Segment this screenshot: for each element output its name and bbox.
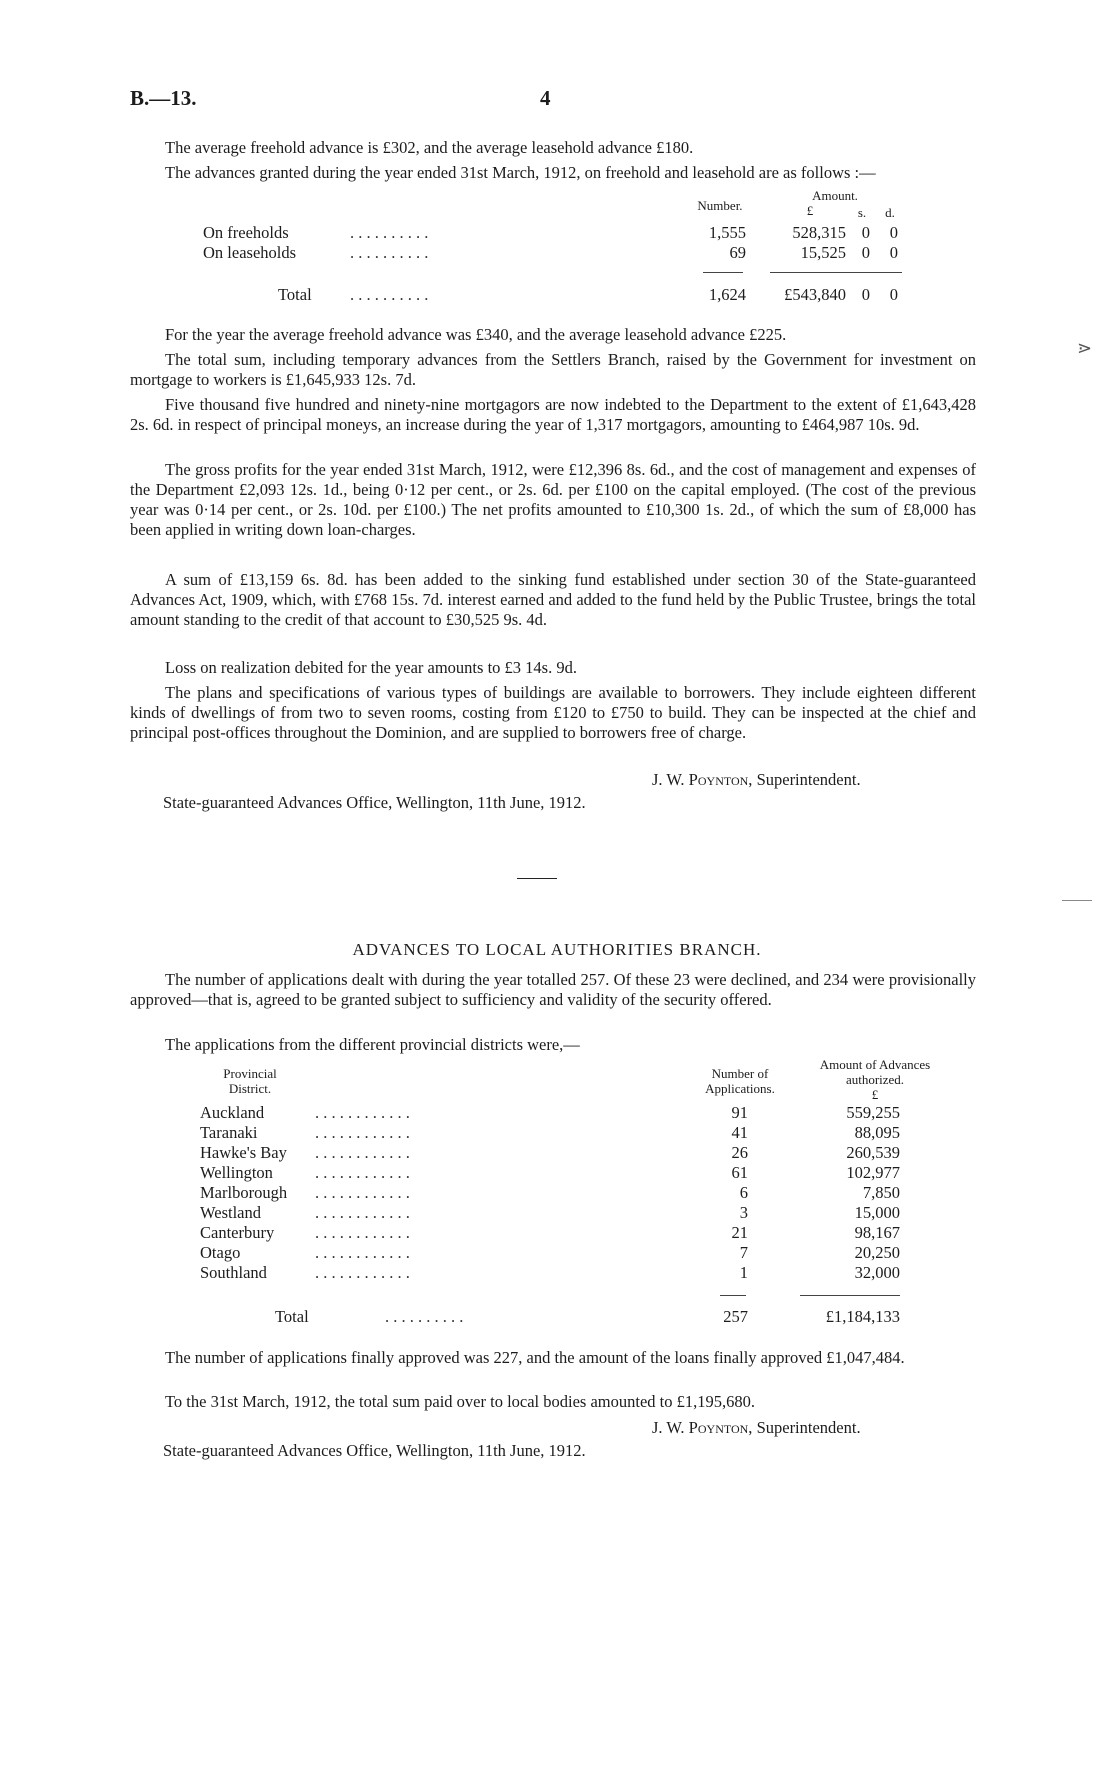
table-row <box>0 1223 1114 1243</box>
column-header-amount-line1: Amount of Advances <box>819 1057 931 1072</box>
column-header-amount: Amount. <box>812 188 858 203</box>
district-name: Southland <box>200 1263 267 1282</box>
total-label: Total <box>278 285 312 304</box>
table-row <box>0 223 1114 243</box>
paragraph-advances-granted: The advances granted during the year ended 31st March, 1912, on freehold and leasehold are as follows :— <box>165 163 876 182</box>
applications-count: 21 <box>731 1223 748 1242</box>
column-header-amount-authorized <box>795 1057 955 1102</box>
amount-authorized: 102,977 <box>846 1163 900 1182</box>
row-number: 1,555 <box>708 223 746 242</box>
paragraph-loss: Loss on realization debited for the year amounts to £3 14s. 9d. <box>165 658 577 677</box>
column-header-district-line2: District. <box>228 1081 272 1096</box>
subtotal-rule <box>770 272 902 273</box>
column-header-district <box>200 1066 300 1096</box>
district-name: Taranaki <box>200 1123 258 1142</box>
total-amount: £1,184,133 <box>825 1307 900 1326</box>
total-pence: 0 <box>889 285 898 304</box>
district-name: Auckland <box>200 1103 265 1122</box>
report-reference: B.—13. <box>130 86 197 110</box>
amount-authorized: 88,095 <box>854 1123 900 1142</box>
column-header-applications-line2: Applications. <box>705 1081 775 1096</box>
office-date-line: State-guaranteed Advances Office, Wellington, 11th June, 1912. <box>163 793 586 812</box>
row-pence: 0 <box>889 223 898 242</box>
applications-count: 26 <box>731 1143 748 1162</box>
applications-count: 1 <box>739 1263 748 1282</box>
subtotal-rule <box>703 272 743 273</box>
total-pounds: £543,840 <box>784 285 846 304</box>
leader-dots: . . . . . . . . . . <box>350 243 429 262</box>
applications-count: 41 <box>731 1123 748 1142</box>
paragraph-total-sum: The total sum, including temporary advances from the Settlers Branch, raised by the Government for investment on mortgage to workers is £1,645,933 12s. 7d. <box>130 350 976 389</box>
section-divider <box>517 878 557 879</box>
table-row <box>0 1263 1114 1283</box>
table-row <box>0 1143 1114 1163</box>
table-row <box>0 1123 1114 1143</box>
amount-authorized: 7,850 <box>862 1183 900 1202</box>
page-number: 4 <box>540 86 551 110</box>
row-shillings: 0 <box>861 223 870 242</box>
leader-dots: . . . . . . . . . . . . <box>315 1203 410 1222</box>
signature-name: J. W. Poynton, <box>652 770 753 789</box>
paragraph-total-paid: To the 31st March, 1912, the total sum paid over to local bodies amounted to £1,195,680. <box>165 1392 755 1411</box>
paragraph-sinking-fund: A sum of £13,159 6s. 8d. has been added to the sinking fund established under section 30 of the State-guaranteed Advances Act, 1909, which, with £768 15s. 7d. interest earned and added to the fund held by the Public Trustee, brings the total amount standing to the credit of that account to £30,525 9s. 4d. <box>130 570 976 629</box>
leader-dots: . . . . . . . . . . <box>385 1307 464 1326</box>
leader-dots: . . . . . . . . . . . . <box>315 1263 410 1282</box>
column-header-applications-line1: Number of <box>711 1066 769 1081</box>
district-name: Wellington <box>200 1163 273 1182</box>
column-header-number: Number. <box>697 198 743 213</box>
signature-name: J. W. Poynton, <box>652 1418 753 1437</box>
total-applications: 257 <box>723 1307 748 1326</box>
table-row <box>0 1243 1114 1263</box>
leader-dots: . . . . . . . . . . . . <box>315 1143 410 1162</box>
paragraph-finally-approved: The number of applications finally approved was 227, and the amount of the loans finally approved £1,047,484. <box>165 1348 905 1367</box>
row-label: On leaseholds <box>203 243 297 262</box>
amount-authorized: 559,255 <box>846 1103 900 1122</box>
leader-dots: . . . . . . . . . . <box>350 285 429 304</box>
leader-dots: . . . . . . . . . . . . <box>315 1103 410 1122</box>
leader-dots: . . . . . . . . . . . . <box>315 1123 410 1142</box>
paragraph-applications: The number of applications dealt with during the year totalled 257. Of these 23 were declined, and 234 were provisionally approved—that is, agreed to be granted subject to sufficiency and validity of the security offered. <box>130 970 976 1009</box>
row-pence: 0 <box>889 243 898 262</box>
column-header-applications <box>690 1066 790 1096</box>
table-row <box>0 1103 1114 1123</box>
signature-title: Superintendent. <box>756 770 861 789</box>
applications-count: 91 <box>731 1103 748 1122</box>
column-header-pounds: £ <box>806 203 814 218</box>
district-name: Westland <box>200 1203 261 1222</box>
table-total-row <box>0 1307 1114 1327</box>
amount-authorized: 260,539 <box>846 1143 900 1162</box>
paragraph-average-advance: The average freehold advance is £302, and the average leasehold advance £180. <box>165 138 694 157</box>
paragraph-provincial-intro: The applications from the different provincial districts were,— <box>165 1035 580 1054</box>
row-shillings: 0 <box>861 243 870 262</box>
district-name: Otago <box>200 1243 241 1262</box>
district-name: Marlborough <box>200 1183 288 1202</box>
table-row <box>0 1183 1114 1203</box>
column-header-district-line1: Provincial <box>223 1066 277 1081</box>
subtotal-rule <box>720 1295 746 1296</box>
amount-authorized: 20,250 <box>854 1243 900 1262</box>
row-number: 69 <box>729 243 746 262</box>
office-date-line: State-guaranteed Advances Office, Wellington, 11th June, 1912. <box>163 1441 586 1460</box>
subtotal-rule <box>800 1295 900 1296</box>
table-row <box>0 243 1114 263</box>
column-header-amount-unit: £ <box>871 1087 879 1102</box>
row-label: On freeholds <box>203 223 289 242</box>
paragraph-plans: The plans and specifications of various types of buildings are available to borrowers. They include eighteen different kinds of dwellings of from two to seven rooms, costing from £120 to £750 to build. They can be inspected at the chief and principal post-offices throughout the Dominion, and are supplied to borrowers free of charge. <box>130 683 976 742</box>
leader-dots: . . . . . . . . . . . . <box>315 1223 410 1242</box>
paragraph-mortgagors: Five thousand five hundred and ninety-nine mortgagors are now indebted to the Department to the extent of £1,643,428 2s. 6d. in respect of principal moneys, an increase during the year of 1,317 mortgagors, amounting to £464,987 10s. 9d. <box>130 395 976 434</box>
applications-count: 61 <box>731 1163 748 1182</box>
applications-count: 7 <box>739 1243 748 1262</box>
column-header-pence: d. <box>885 205 895 220</box>
leader-dots: . . . . . . . . . . <box>350 223 429 242</box>
scan-mark-line <box>1062 900 1092 901</box>
total-label: Total <box>275 1307 309 1326</box>
amount-authorized: 15,000 <box>854 1203 900 1222</box>
signature-title: Superintendent. <box>756 1418 861 1437</box>
leader-dots: . . . . . . . . . . . . <box>315 1163 410 1182</box>
row-pounds: 528,315 <box>792 223 846 242</box>
leader-dots: . . . . . . . . . . . . <box>315 1183 410 1202</box>
section-title: ADVANCES TO LOCAL AUTHORITIES BRANCH. <box>352 940 762 959</box>
scan-mark: ⋗ <box>1077 338 1093 358</box>
total-number: 1,624 <box>708 285 746 304</box>
amount-authorized: 98,167 <box>854 1223 900 1242</box>
table-row <box>0 1163 1114 1183</box>
row-pounds: 15,525 <box>800 243 846 262</box>
total-shillings: 0 <box>861 285 870 304</box>
column-header-shillings: s. <box>857 205 867 220</box>
applications-count: 6 <box>739 1183 748 1202</box>
paragraph-gross-profits: The gross profits for the year ended 31st March, 1912, were £12,396 8s. 6d., and the cost of management and expenses of the Department £2,093 12s. 1d., being 0·12 per cent., or 2s. 6d. per £100 on the capital employed. (The cost of the previous year was 0·14 per cent., or 2s. 10d. per £100.) The net profits amounted to £10,300 1s. 2d., of which the sum of £8,000 has been applied in writing down loan-charges. <box>130 460 976 539</box>
amount-authorized: 32,000 <box>854 1263 900 1282</box>
district-name: Hawke's Bay <box>200 1143 287 1162</box>
applications-count: 3 <box>739 1203 748 1222</box>
leader-dots: . . . . . . . . . . . . <box>315 1243 410 1262</box>
table-total-row <box>0 285 1114 305</box>
column-header-amount-line2: authorized. <box>845 1072 905 1087</box>
signature <box>652 1418 861 1438</box>
paragraph-year-average: For the year the average freehold advance was £340, and the average leasehold advance £225. <box>165 325 787 344</box>
signature <box>652 770 861 790</box>
district-name: Canterbury <box>200 1223 275 1242</box>
table-row <box>0 1203 1114 1223</box>
